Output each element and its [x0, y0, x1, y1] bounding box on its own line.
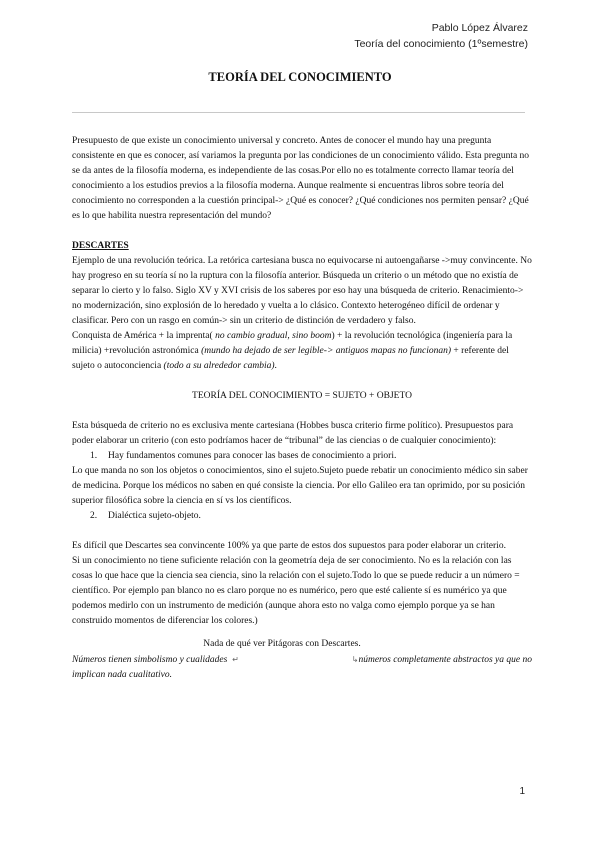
descartes-paragraph-2: Conquista de América + la imprenta( no cambio gradual, sino boom) + la revolución tecnológica (ingeniería para la milicia) +revolución astronómica (mundo ha dejado de ser legible-> antiguos mapas no funcionan) + referente del sujeto o autoconciencia (todo a su alrededor cambia).: [72, 331, 513, 371]
numbers-comparison-line: Números tienen simbolismo y cualidades ↵ ↳números completamente abstractos ya que no: [72, 655, 532, 665]
page-header: [354, 20, 528, 52]
list-item: 1. Hay fundamentos comunes para conocer las bases de conocimiento a priori.: [90, 451, 397, 461]
document-body: [72, 134, 532, 683]
criterion-paragraph: Esta búsqueda de criterio no es exclusiva mente cartesiana (Hobbes busca criterio firme político). Presupuestos para poder elaborar un criterio (con esto podríamos hacer de “tribunal” de las ciencias o de cualquier conocimiento):: [72, 421, 514, 446]
descartes-paragraph-1: Ejemplo de una revolución teórica. La retórica cartesiana busca no equivocarse ni autoengañarse ->muy convincente. No hay progreso en su teoría sí no la ruptura con la filosofía anterior. Búsqueda un criterio o un método que no existía de separar lo cierto y lo falso. Siglo XV y XVI crisis de los saberes por eso hay una búsqueda de criterio. Renacimiento-> no modernización, sino explosión de lo heredado y vuelta a lo clásico. Contexto heterogéneo difícil de ordenar y clasificar. Pero con un rasgo en común-> sin un criterio de distinción de verdadero y falso.: [72, 256, 532, 326]
list-item: 2. Dialéctica sujeto-objeto.: [90, 511, 201, 521]
document-title: TEORÍA DEL CONOCIMIENTO: [208, 70, 392, 84]
numbers-continuation: implican nada cualitativo.: [72, 670, 173, 680]
section-heading: DESCARTES: [72, 241, 129, 251]
return-arrow-icon: ↳: [351, 655, 359, 664]
author-name: Pablo López Álvarez: [431, 22, 528, 34]
subject-paragraph: Lo que manda no son los objetos o conocimientos, sino el sujeto.Sujeto puede rebatir un conocimiento médico sin saber de medicina. Porque los médicos no saben en qué consiste la ciencia. Por ello Galileo era tan oprimido, por su posición superior filosófica sobre la ciencia en sí vs los científicos.: [72, 466, 528, 506]
course-name: Teoría del conocimiento (1ºsemestre): [354, 38, 528, 50]
pitagoras-line: Nada de qué ver Pitágoras con Descartes.: [203, 639, 361, 649]
title-divider: [72, 112, 525, 113]
page-number: 1: [519, 786, 525, 797]
convincing-paragraph: Es difícil que Descartes sea convincente 100% ya que parte de estos dos supuestos para poder elaborar un criterio.: [72, 541, 506, 551]
intro-paragraph: Presupuesto de que existe un conocimiento universal y concreto. Antes de conocer el mundo hay una pregunta consistente en que es conocer, así variamos la pregunta por las condiciones de un conocimiento válido. Esta pregunta no se da antes de la filosofía moderna, es independiente de las cosas.Por ello no es totalmente correcto llamar teoría del conocimiento a los estudios previos a la filosofía moderna. Aunque realmente si encuentras libros sobre teoría del conocimiento no corresponden a la cuestión principal-> ¿Qué es conocer? ¿Qué condiciones nos permiten pensar? ¿Qué es lo que habilita nuestra representación del mundo?: [72, 136, 530, 221]
formula-line: TEORÍA DEL CONOCIMIENTO = SUJETO + OBJETO: [192, 391, 412, 401]
geometry-paragraph: Si un conocimiento no tiene suficiente relación con la geometría deja de ser conocimiento. No es la relación con las cosas lo que hace que la ciencia sea ciencia, sino la relación con el sujeto.Todo lo que se puede reducir a un número = científico. Por ejemplo pan blanco no es claro porque no es numérico, pero que esté caliente sí es numérico ya que podemos medirlo con un instrumento de medición (aunque ahora esto no valga como ejemplo porque ya se han construido momentos de diferenciar los colores.): [72, 556, 520, 626]
return-arrow-icon: ↵: [232, 655, 239, 664]
